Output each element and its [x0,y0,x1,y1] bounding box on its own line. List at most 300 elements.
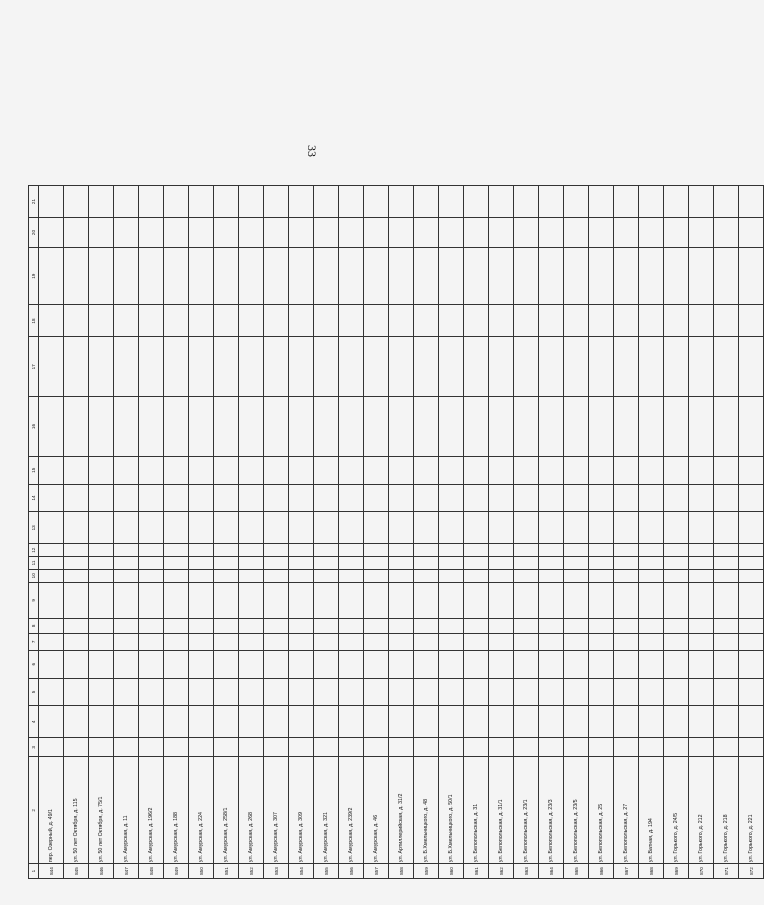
value-cell [514,618,539,633]
value-cell [39,456,64,484]
value-cell [214,582,239,618]
value-cell [439,247,464,305]
value-cell [214,738,239,757]
value-cell [39,397,64,457]
value-cell [214,678,239,706]
address-cell: ул. Горького, д. 212 [689,757,714,864]
value-cell [389,512,414,544]
column-header: 10 [29,569,39,582]
value-cell [214,633,239,650]
address-cell: ул. Артиллерийская, д. 31/2 [389,757,414,864]
value-cell [289,582,314,618]
value-cell [389,706,414,738]
value-cell [164,633,189,650]
value-cell [364,484,389,512]
value-cell [589,557,614,570]
value-cell [239,456,264,484]
row-number: 847 [114,864,139,879]
value-cell [564,544,589,557]
value-cell [564,678,589,706]
address-cell: ул. Б.Хмельницкого, д. 50/1 [439,757,464,864]
value-cell [164,247,189,305]
value-cell [689,650,714,678]
row-number: 868 [639,864,664,879]
value-cell [389,650,414,678]
value-cell [239,544,264,557]
value-cell [464,706,489,738]
value-cell [414,582,439,618]
value-cell [314,484,339,512]
column-header: 19 [29,247,39,305]
value-cell [714,484,739,512]
table-row [414,186,439,879]
value-cell [589,633,614,650]
value-cell [114,650,139,678]
value-cell [739,512,764,544]
value-cell [339,305,364,337]
value-cell [539,633,564,650]
table-row [114,186,139,879]
value-cell [464,484,489,512]
value-cell [539,186,564,218]
value-cell [664,512,689,544]
value-cell [189,569,214,582]
value-cell [39,484,64,512]
value-cell [289,218,314,248]
value-cell [589,305,614,337]
value-cell [239,706,264,738]
value-cell [689,397,714,457]
value-cell [464,569,489,582]
value-cell [664,569,689,582]
value-cell [689,706,714,738]
value-cell [714,544,739,557]
row-number: 855 [314,864,339,879]
value-cell [164,186,189,218]
value-cell [164,337,189,397]
value-cell [389,678,414,706]
value-cell [339,706,364,738]
value-cell [314,397,339,457]
value-cell [339,337,364,397]
value-cell [564,484,589,512]
value-cell [214,397,239,457]
value-cell [489,618,514,633]
row-number: 864 [539,864,564,879]
value-cell [339,484,364,512]
value-cell [464,544,489,557]
row-number: 858 [389,864,414,879]
value-cell [664,186,689,218]
table-row [464,186,489,879]
value-cell [439,186,464,218]
value-cell [664,633,689,650]
value-cell [339,247,364,305]
value-cell [39,186,64,218]
value-cell [414,305,439,337]
value-cell [214,337,239,397]
value-cell [64,218,89,248]
value-cell [239,305,264,337]
value-cell [314,218,339,248]
value-cell [89,706,114,738]
value-cell [739,650,764,678]
value-cell [39,557,64,570]
value-cell [214,544,239,557]
value-cell [114,218,139,248]
row-number: 854 [289,864,314,879]
value-cell [114,706,139,738]
value-cell [164,738,189,757]
table-row [389,186,414,879]
value-cell [414,544,439,557]
table-row [689,186,714,879]
value-cell [664,706,689,738]
value-cell [714,186,739,218]
value-cell [689,678,714,706]
value-cell [339,557,364,570]
value-cell [389,337,414,397]
value-cell [664,678,689,706]
value-cell [164,557,189,570]
row-number: 861 [464,864,489,879]
value-cell [89,557,114,570]
address-cell: ул. 50 лет Октября, д. 115 [64,757,89,864]
value-cell [464,218,489,248]
value-cell [564,305,589,337]
value-cell [514,484,539,512]
value-cell [489,186,514,218]
value-cell [514,633,539,650]
row-number: 862 [489,864,514,879]
value-cell [239,218,264,248]
value-cell [439,218,464,248]
value-cell [564,247,589,305]
value-cell [89,456,114,484]
table-row [189,186,214,879]
value-cell [439,337,464,397]
value-cell [689,569,714,582]
value-cell [564,706,589,738]
value-cell [39,650,64,678]
value-cell [189,456,214,484]
value-cell [464,738,489,757]
value-cell [414,337,439,397]
table-row [439,186,464,879]
value-cell [239,484,264,512]
value-cell [714,569,739,582]
value-cell [739,186,764,218]
value-cell [314,706,339,738]
value-cell [164,218,189,248]
value-cell [639,738,664,757]
value-cell [239,397,264,457]
value-cell [489,569,514,582]
value-cell [364,678,389,706]
row-number: 844 [39,864,64,879]
value-cell [364,633,389,650]
value-cell [364,218,389,248]
value-cell [489,650,514,678]
value-cell [664,618,689,633]
address-cell: ул. Амурская, д. 321 [314,757,339,864]
table-row [639,186,664,879]
value-cell [389,544,414,557]
value-cell [514,186,539,218]
value-cell [39,618,64,633]
rotated-table-wrapper [28,185,754,879]
value-cell [514,557,539,570]
value-cell [639,557,664,570]
column-header: 7 [29,633,39,650]
value-cell [264,512,289,544]
value-cell [489,557,514,570]
value-cell [664,337,689,397]
value-cell [639,512,664,544]
value-cell [439,305,464,337]
value-cell [414,512,439,544]
row-number: 865 [564,864,589,879]
value-cell [464,678,489,706]
value-cell [64,247,89,305]
value-cell [639,650,664,678]
value-cell [289,247,314,305]
value-cell [264,650,289,678]
value-cell [214,218,239,248]
value-cell [739,569,764,582]
value-cell [639,456,664,484]
table-row [489,186,514,879]
value-cell [614,305,639,337]
row-number: 853 [264,864,289,879]
value-cell [364,397,389,457]
value-cell [414,706,439,738]
value-cell [339,544,364,557]
value-cell [589,484,614,512]
address-cell: ул. Б.Хмельницкого, д. 48 [414,757,439,864]
value-cell [539,247,564,305]
value-cell [89,247,114,305]
value-cell [239,569,264,582]
value-cell [539,569,564,582]
value-cell [139,247,164,305]
value-cell [314,544,339,557]
value-cell [539,650,564,678]
value-cell [539,678,564,706]
value-cell [714,512,739,544]
value-cell [264,186,289,218]
value-cell [189,678,214,706]
value-cell [339,678,364,706]
value-cell [664,582,689,618]
value-cell [139,484,164,512]
value-cell [614,569,639,582]
value-cell [164,397,189,457]
address-cell: ул. Амурская, д. 11 [114,757,139,864]
column-header: 21 [29,186,39,218]
value-cell [564,618,589,633]
value-cell [514,650,539,678]
value-cell [389,557,414,570]
value-cell [64,678,89,706]
value-cell [689,456,714,484]
table-row [139,186,164,879]
value-cell [314,633,339,650]
value-cell [114,397,139,457]
value-cell [89,512,114,544]
value-cell [164,544,189,557]
value-cell [139,397,164,457]
value-cell [239,650,264,678]
value-cell [464,247,489,305]
value-cell [664,738,689,757]
value-cell [364,569,389,582]
value-cell [314,305,339,337]
value-cell [364,512,389,544]
value-cell [114,247,139,305]
value-cell [114,512,139,544]
value-cell [689,247,714,305]
value-cell [489,337,514,397]
value-cell [639,247,664,305]
value-cell [264,484,289,512]
value-cell [614,678,639,706]
value-cell [739,738,764,757]
column-header: 9 [29,582,39,618]
value-cell [514,337,539,397]
value-cell [239,186,264,218]
value-cell [614,337,639,397]
value-cell [664,247,689,305]
value-cell [314,247,339,305]
value-cell [264,337,289,397]
value-cell [439,738,464,757]
column-header: 4 [29,706,39,738]
value-cell [564,557,589,570]
value-cell [64,397,89,457]
value-cell [389,218,414,248]
value-cell [264,618,289,633]
value-cell [389,247,414,305]
value-cell [514,738,539,757]
value-cell [339,738,364,757]
value-cell [314,512,339,544]
value-cell [39,544,64,557]
value-cell [514,456,539,484]
value-cell [614,512,639,544]
value-cell [589,456,614,484]
value-cell [89,738,114,757]
value-cell [439,484,464,512]
value-cell [589,582,614,618]
value-cell [289,678,314,706]
value-cell [164,512,189,544]
value-cell [414,247,439,305]
value-cell [589,186,614,218]
table-row [64,186,89,879]
value-cell [289,456,314,484]
value-cell [264,456,289,484]
value-cell [239,512,264,544]
value-cell [439,582,464,618]
value-cell [289,305,314,337]
value-cell [639,618,664,633]
value-cell [389,569,414,582]
value-cell [214,569,239,582]
value-cell [139,650,164,678]
value-cell [639,186,664,218]
value-cell [539,706,564,738]
value-cell [64,337,89,397]
value-cell [39,337,64,397]
value-cell [714,247,739,305]
value-cell [414,569,439,582]
value-cell [464,633,489,650]
value-cell [114,618,139,633]
value-cell [364,186,389,218]
value-cell [189,557,214,570]
table-row [564,186,589,879]
value-cell [264,218,289,248]
value-cell [364,456,389,484]
table-row [364,186,389,879]
value-cell [539,738,564,757]
value-cell [564,582,589,618]
row-number: 845 [64,864,89,879]
value-cell [564,633,589,650]
value-cell [564,218,589,248]
column-header: 13 [29,512,39,544]
value-cell [114,738,139,757]
value-cell [489,678,514,706]
value-cell [264,633,289,650]
value-cell [489,738,514,757]
row-number: 860 [439,864,464,879]
value-cell [589,397,614,457]
row-number: 863 [514,864,539,879]
row-number: 852 [239,864,264,879]
value-cell [714,305,739,337]
value-cell [389,738,414,757]
value-cell [589,650,614,678]
table-row [89,186,114,879]
table-row [339,186,364,879]
value-cell [264,678,289,706]
value-cell [414,738,439,757]
value-cell [664,305,689,337]
value-cell [214,186,239,218]
value-cell [514,582,539,618]
value-cell [614,650,639,678]
value-cell [639,337,664,397]
value-cell [214,650,239,678]
address-cell: ул. Амурская, д. 268 [239,757,264,864]
value-cell [114,582,139,618]
value-cell [289,512,314,544]
value-cell [64,618,89,633]
column-header: 5 [29,678,39,706]
value-cell [439,557,464,570]
value-cell [664,650,689,678]
address-cell: ул. Ватная, д. 194 [639,757,664,864]
value-cell [339,650,364,678]
column-header: 15 [29,456,39,484]
row-number: 867 [614,864,639,879]
value-cell [714,557,739,570]
value-cell [639,633,664,650]
value-cell [714,456,739,484]
column-header: 14 [29,484,39,512]
